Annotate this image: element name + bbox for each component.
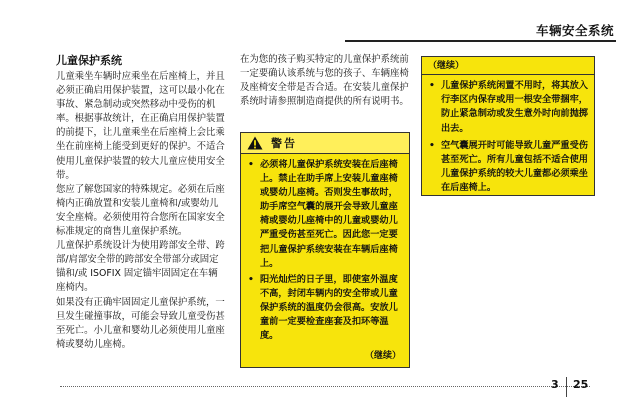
continued-label: （继续） xyxy=(364,351,401,361)
bullet-icon: • xyxy=(248,159,254,170)
intro-paragraph: 在为您的孩子购买特定的儿童保护系统前一定要确认该系统与您的孩子、车辆座椅及座椅安全带是否合适。在安装儿童保护系统时请参照制造商提供的所有说明书。 xyxy=(240,54,409,108)
paragraph: 儿童乘坐车辆时应乘坐在后座椅上，并且必须正确启用保护装置，这可以最小化在事故、紧急制动或突然移动中受伤的机率。根据事故统计，在正确启用保护装置的前提下，让儿童乘坐在后座椅上会比乘坐在前座椅上能受到更好的保护。不适合使用儿童保护装置的较大儿童应使用安全带。 xyxy=(56,71,225,181)
chapter-number: 3 xyxy=(551,378,559,391)
continued-warning-box xyxy=(421,56,595,196)
footer-divider xyxy=(566,377,567,397)
bullet-icon: • xyxy=(429,139,435,151)
paragraph: 儿童保护系统设计为使用跨部安全带、跨部/肩部安全带的跨部安全带部分或固定锚和/或 ISOFIX 固定锚牢固固定在车辆座椅内。 xyxy=(56,240,225,294)
child-restraint-heading: 儿童保护系统 xyxy=(56,54,122,67)
middle-column xyxy=(240,53,414,109)
warning-item: • 空气囊展开时可能导致儿童严重受伤甚至死亡。所有儿童包括不适合使用儿童保护系统的较大儿童都必须乘坐在后座椅上。 xyxy=(429,139,588,194)
warning-item: • 阳光灿烂的日子里，即使室外温度不高，封闭车辆内的安全带或儿童保护系统的温度仍会很高。安放儿童前一定要检查座套及扣环等温度。 xyxy=(248,273,398,342)
warning-title: 警告 xyxy=(271,137,297,150)
paragraph: 您应了解您国家的特殊规定。必须在后座椅内正确放置和安装儿童椅和/或婴幼儿安全座椅。必须使用符合您所在国家安全标准规定的商售儿童保护系统。 xyxy=(56,183,225,238)
header-rule xyxy=(345,40,616,42)
warning-box xyxy=(240,132,410,368)
section-title: 车辆安全系统 xyxy=(535,23,614,38)
page-number: 25 xyxy=(573,378,589,391)
bullet-icon: • xyxy=(429,80,435,91)
left-column xyxy=(56,53,226,352)
warning-item: • 必须将儿童保护系统安装在后座椅上。禁止在助手席上安装儿童座椅或婴幼儿座椅。否则发生事故时，助手席空气囊的展开会导致儿童座椅或婴幼儿座椅中的儿童或婴幼儿严重受伤甚至死亡。因此您一定要把儿童保护系统安装在车辆后座椅上。 xyxy=(248,159,398,269)
warning-triangle-icon xyxy=(247,136,263,150)
continued-header: （继续） xyxy=(422,57,594,75)
warning-item: • 儿童保护系统闲置不用时，将其放入行李区内保存或用一根安全带捆牢，防止紧急制动或发生意外时向前抛掷出去。 xyxy=(429,80,588,134)
paragraph: 如果没有正确牢固固定儿童保护系统，一旦发生碰撞事故，可能会导致儿童受伤甚至死亡。小儿童和婴幼儿必须使用儿童座椅或婴幼儿座椅。 xyxy=(56,296,225,350)
bullet-icon: • xyxy=(248,273,254,285)
warning-header xyxy=(241,133,409,154)
footer-rule xyxy=(60,386,590,387)
